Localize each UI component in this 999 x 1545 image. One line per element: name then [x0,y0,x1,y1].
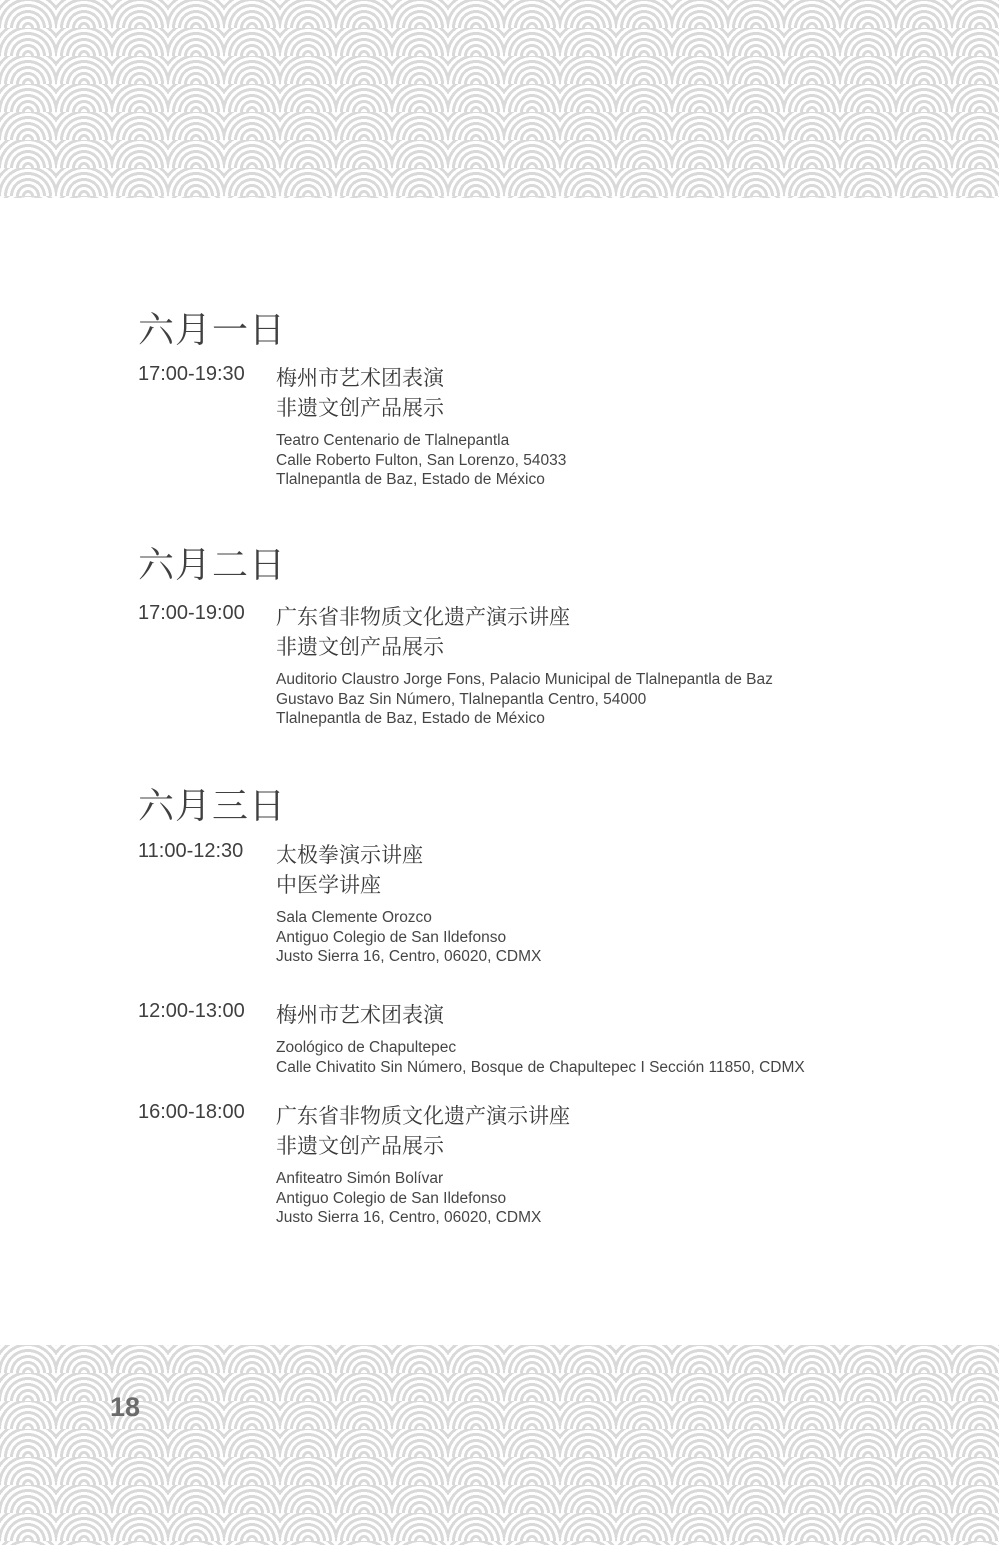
venue-line: Anfiteatro Simón Bolívar [276,1170,444,1187]
day-heading-june-3: 六月三日 [138,786,287,827]
activity-line: 非遗文创产品展示 [276,1134,444,1158]
event-activities [276,840,976,900]
venue-line: Justo Sierra 16, Centro, 06020, CDMX [276,1209,542,1226]
event-venue [276,1038,976,1077]
activity-line: 非遗文创产品展示 [276,396,444,420]
venue-line: Calle Chivatito Sin Número, Bosque de Chapultepec I Sección 11850, CDMX [276,1058,805,1076]
activity-line: 中医学讲座 [276,873,381,897]
event-time: 16:00-18:00 [138,1101,245,1123]
bottom-decorative-pattern [0,1345,999,1545]
venue-line: Auditorio Claustro Jorge Fons, Palacio Municipal de Tlalnepantla de Baz [276,671,773,688]
event-venue [276,908,976,967]
activity-line: 梅州市艺术团表演 [276,366,444,390]
event-venue [276,670,976,729]
event-activities [276,602,976,662]
activity-line: 梅州市艺术团表演 [276,1003,444,1027]
page-number: 18 [110,1392,141,1422]
event-venue [276,431,976,490]
event-time: 17:00-19:30 [138,363,245,385]
event-time: 11:00-12:30 [138,840,244,862]
venue-line: Zoológico de Chapultepec [276,1039,457,1056]
top-decorative-pattern [0,0,999,198]
event-activities [276,1101,976,1161]
venue-line: Justo Sierra 16, Centro, 06020, CDMX [276,948,542,965]
day-heading-june-1: 六月一日 [138,310,287,351]
venue-line: Antiguo Colegio de San Ildefonso [276,928,507,946]
venue-line: Antiguo Colegio de San Ildefonso [276,1189,507,1207]
activity-line: 广东省非物质文化遗产演示讲座 [276,1104,570,1128]
event-venue [276,1169,976,1228]
activity-line: 广东省非物质文化遗产演示讲座 [276,605,570,629]
venue-line: Gustavo Baz Sin Número, Tlalnepantla Centro, 54000 [276,690,647,708]
event-time: 17:00-19:00 [138,602,245,624]
event-activities [276,363,976,423]
venue-line: Tlalnepantla de Baz, Estado de México [276,710,545,727]
activity-line: 非遗文创产品展示 [276,635,444,659]
event-time: 12:00-13:00 [138,1000,245,1022]
venue-line: Tlalnepantla de Baz, Estado de México [276,471,545,488]
day-heading-june-2: 六月二日 [138,545,287,586]
venue-line: Teatro Centenario de Tlalnepantla [276,432,510,449]
event-activities [276,1000,976,1030]
venue-line: Sala Clemente Orozco [276,909,432,926]
activity-line: 太极拳演示讲座 [276,843,423,867]
venue-line: Calle Roberto Fulton, San Lorenzo, 54033 [276,451,567,469]
